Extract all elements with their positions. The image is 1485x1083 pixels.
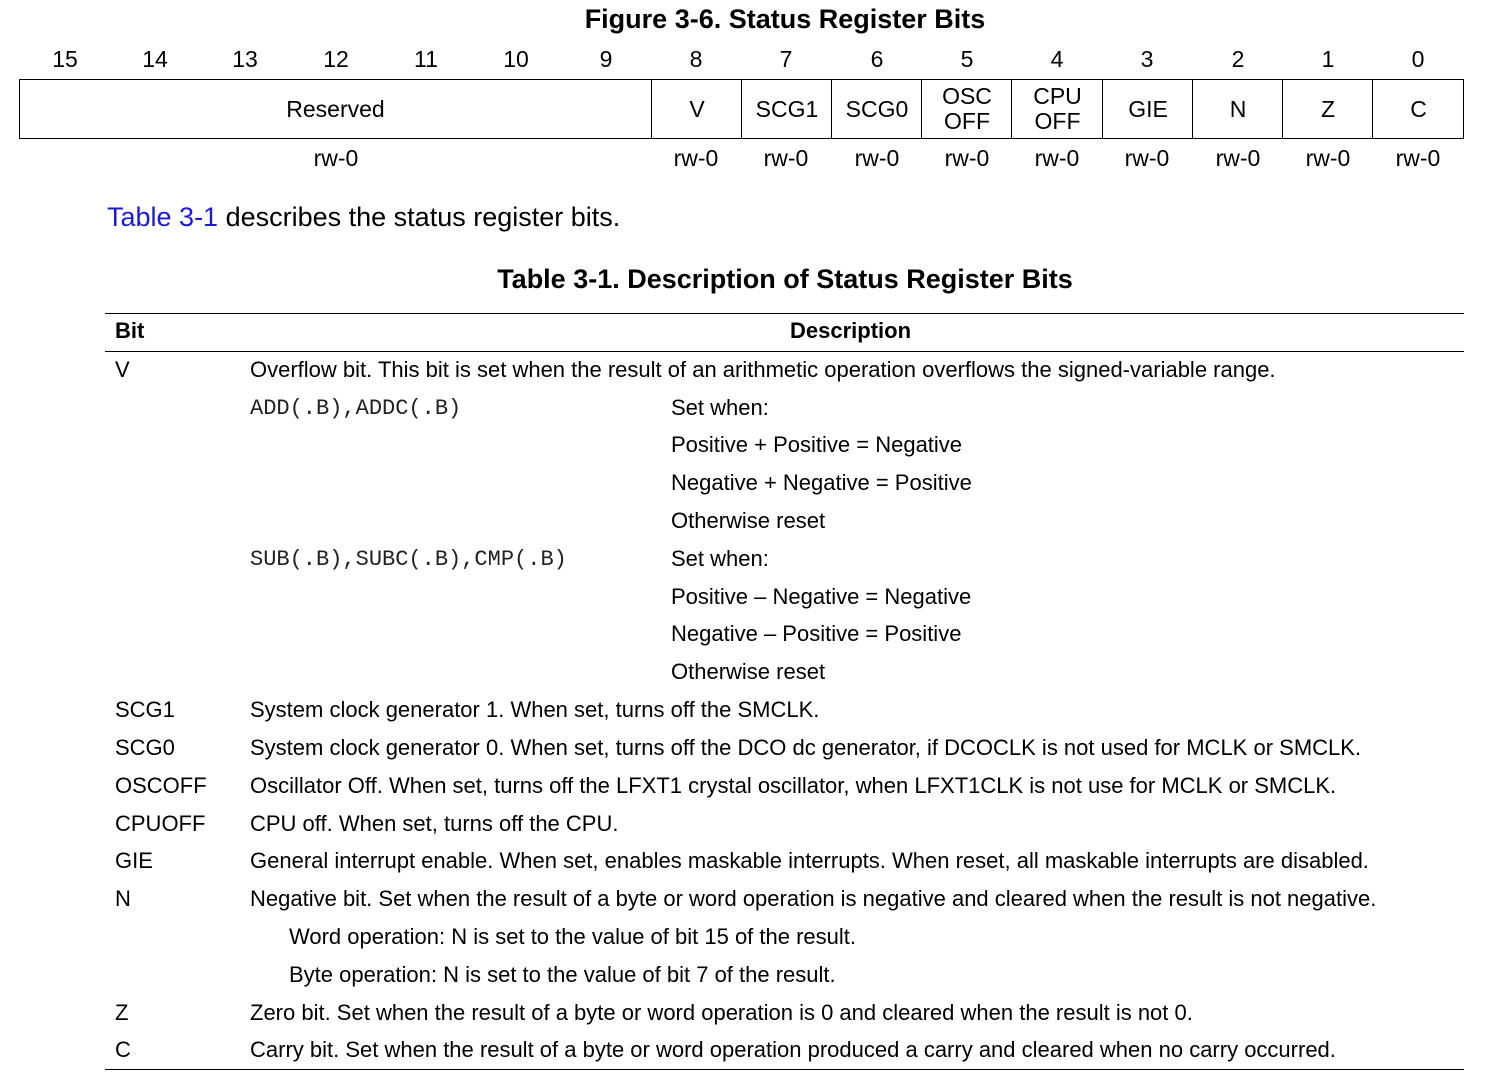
- bit-number: 0: [1411, 46, 1425, 72]
- table-row-bit: C: [115, 1037, 131, 1062]
- field-label: V: [689, 95, 705, 122]
- figure-title: Figure 3-6. Status Register Bits: [584, 4, 986, 34]
- access-type: rw-0: [944, 145, 990, 171]
- field-label: [1033, 84, 1082, 134]
- condition-line: Negative + Negative = Positive: [671, 470, 972, 495]
- table-row-description: Zero bit. Set when the result of a byte or word operation is 0 and cleared when the result is not 0.: [250, 1000, 1193, 1025]
- condition-line: Set when:: [671, 546, 769, 571]
- table-row-bit: V: [115, 357, 130, 382]
- condition-line: Set when:: [671, 395, 769, 420]
- intro-sentence: [107, 202, 620, 233]
- field-label-line: OFF: [1034, 108, 1081, 134]
- field-label: SCG1: [755, 95, 819, 122]
- table-row-bit: CPUOFF: [115, 811, 206, 836]
- bit-number: 1: [1321, 46, 1335, 72]
- field-gie: [1102, 80, 1193, 138]
- table-row-note: Byte operation: N is set to the value of bit 7 of the result.: [289, 962, 836, 987]
- field-n: [1192, 80, 1283, 138]
- table-link[interactable]: Table 3-1: [107, 202, 219, 232]
- instruction-list: ADD(.B),ADDC(.B): [250, 396, 462, 421]
- table-row-bit: SCG0: [115, 735, 175, 760]
- access-type: rw-0: [313, 145, 359, 171]
- condition-line: Otherwise reset: [671, 659, 826, 684]
- field-label: Reserved: [286, 95, 385, 122]
- field-label: SCG0: [845, 95, 909, 122]
- table-row-description: Oscillator Off. When set, turns off the LFXT1 crystal oscillator, when LFXT1CLK is not use for MCLK or SMCLK.: [250, 773, 1337, 798]
- table-row-description: System clock generator 1. When set, turns off the SMCLK.: [250, 697, 820, 722]
- field-label: [942, 84, 992, 134]
- field-label: C: [1410, 95, 1427, 122]
- table-row-description: General interrupt enable. When set, enables maskable interrupts. When reset, all maskable interrupts are disabled.: [250, 848, 1369, 873]
- field-reserved: [20, 80, 651, 138]
- table-row-description: Carry bit. Set when the result of a byte or word operation produced a carry and cleared when no carry occurred.: [250, 1037, 1336, 1062]
- bit-number: 3: [1140, 46, 1154, 72]
- table-row-bit: OSCOFF: [115, 773, 207, 798]
- bit-number: 5: [960, 46, 974, 72]
- instruction-list: SUB(.B),SUBC(.B),CMP(.B): [250, 547, 567, 572]
- bit-number: 7: [779, 46, 793, 72]
- field-label-line: CPU: [1033, 83, 1082, 109]
- bit-number: 14: [142, 46, 168, 72]
- condition-line: Otherwise reset: [671, 508, 826, 533]
- bit-number: 13: [232, 46, 258, 72]
- table-row-description: Negative bit. Set when the result of a byte or word operation is negative and cleared when the result is not negative.: [250, 886, 1377, 911]
- field-label: GIE: [1128, 95, 1168, 122]
- access-type: rw-0: [1395, 145, 1441, 171]
- bit-number: 9: [599, 46, 613, 72]
- status-register-diagram: [19, 79, 1464, 139]
- bit-number: 15: [52, 46, 78, 72]
- field-label: Z: [1320, 95, 1336, 122]
- field-label-line: OSC: [942, 83, 992, 109]
- field-label-line: OFF: [944, 108, 990, 134]
- bit-number: 8: [689, 46, 703, 72]
- access-type: rw-0: [1034, 145, 1080, 171]
- condition-line: Positive + Positive = Negative: [671, 432, 963, 457]
- table-row-bit: N: [115, 886, 131, 911]
- table-row-description: CPU off. When set, turns off the CPU.: [250, 811, 619, 836]
- bit-number: 12: [323, 46, 349, 72]
- table-header-rule: [105, 351, 1464, 352]
- condition-line: Positive – Negative = Negative: [671, 584, 972, 609]
- access-type: rw-0: [854, 145, 900, 171]
- field-v: [651, 80, 742, 138]
- field-cpuoff: [1011, 80, 1103, 138]
- access-type: rw-0: [763, 145, 809, 171]
- access-type: rw-0: [1305, 145, 1351, 171]
- table-row-description: System clock generator 0. When set, turns off the DCO dc generator, if DCOCLK is not used for MCLK or SMCLK.: [250, 735, 1362, 760]
- table-row-bit: GIE: [115, 848, 153, 873]
- access-type: rw-0: [673, 145, 719, 171]
- bit-number: 11: [414, 46, 438, 72]
- field-scg0: [831, 80, 922, 138]
- table-bottom-rule: [105, 1069, 1464, 1070]
- bit-number: 4: [1050, 46, 1064, 72]
- condition-line: Negative – Positive = Positive: [671, 621, 962, 646]
- field-oscoff: [921, 80, 1012, 138]
- access-type: rw-0: [1215, 145, 1261, 171]
- table-row-bit: Z: [115, 1000, 129, 1025]
- table-top-rule: [105, 313, 1464, 314]
- column-header-bit: Bit: [115, 318, 145, 343]
- field-z: [1282, 80, 1373, 138]
- field-c: [1372, 80, 1464, 138]
- field-scg1: [741, 80, 832, 138]
- access-type: rw-0: [1124, 145, 1170, 171]
- table-row-bit: SCG1: [115, 697, 175, 722]
- table-row-description: Overflow bit. This bit is set when the result of an arithmetic operation overflows the signed-variable range.: [250, 357, 1276, 382]
- table-row-note: Word operation: N is set to the value of bit 15 of the result.: [289, 924, 857, 949]
- intro-text: describes the status register bits.: [218, 202, 621, 232]
- column-header-description: Description: [790, 318, 912, 343]
- field-label: N: [1229, 95, 1247, 122]
- table-title: Table 3-1. Description of Status Register Bits: [497, 264, 1073, 294]
- bit-number: 10: [503, 46, 529, 72]
- bit-number: 2: [1231, 46, 1245, 72]
- bit-number: 6: [870, 46, 884, 72]
